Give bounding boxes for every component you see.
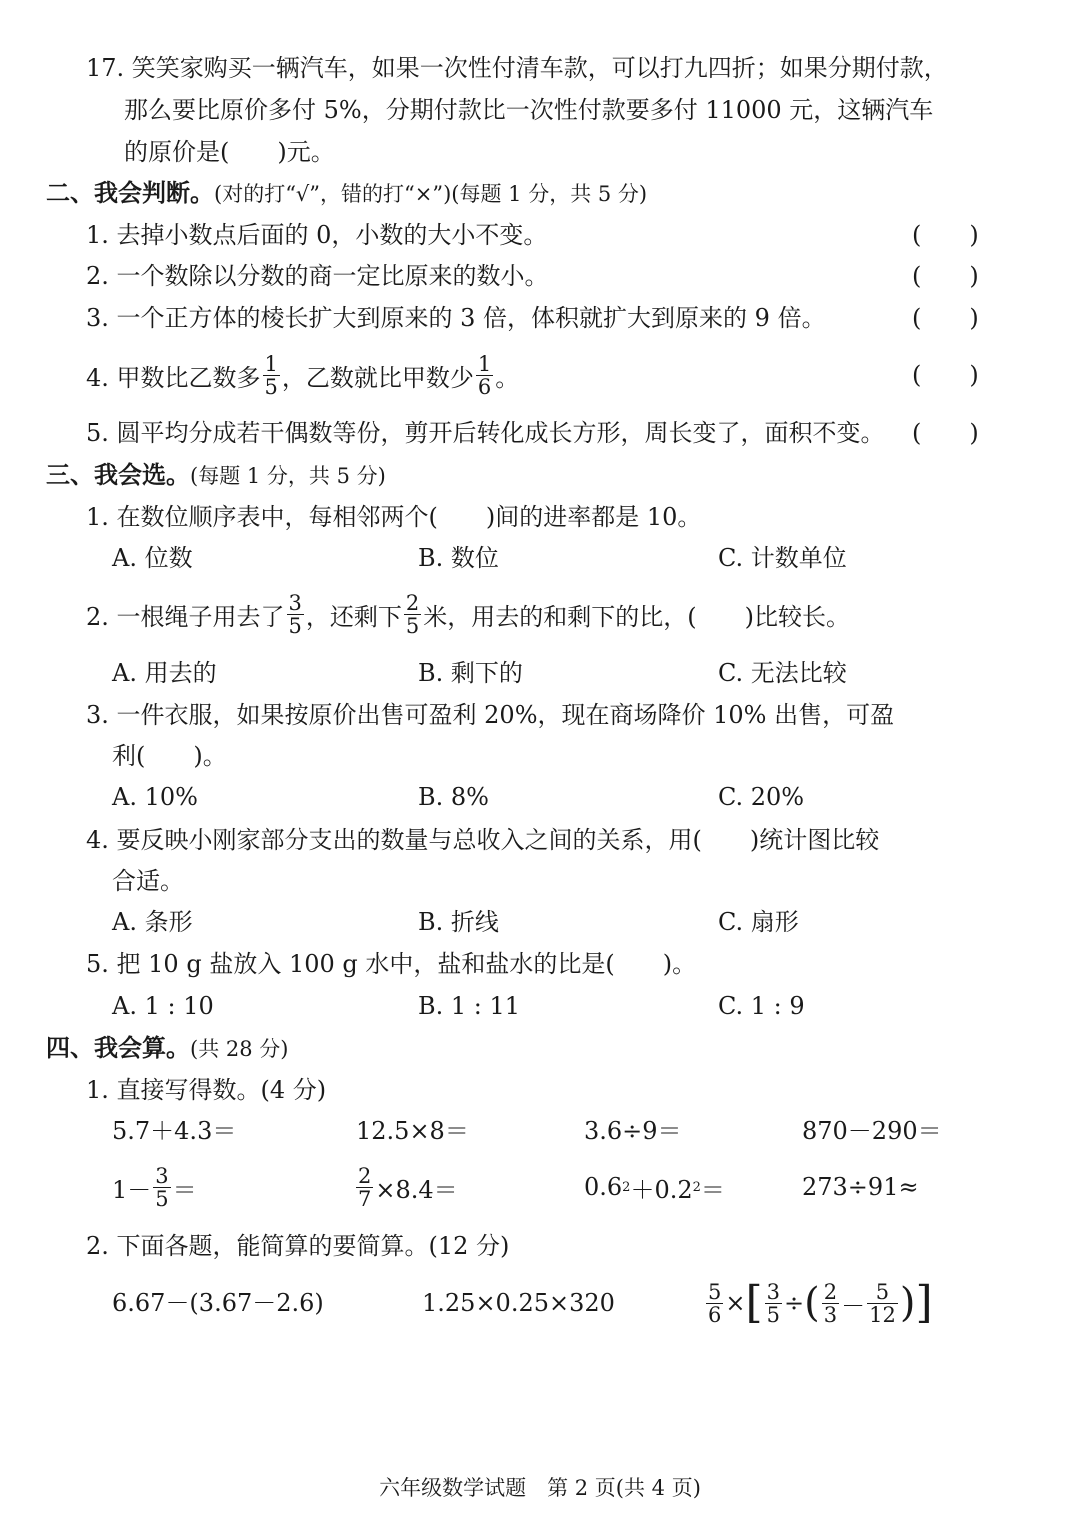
right-paren: ): [899, 1280, 916, 1326]
choice-q3-option-b[interactable]: B. 8%: [418, 783, 489, 811]
divide-sign: ÷: [784, 1289, 805, 1317]
calc-part1-title: 1. 直接写得数。(4 分): [86, 1076, 327, 1104]
choice-q4-option-b[interactable]: B. 折线: [418, 908, 499, 936]
calc-7: [584, 1161, 725, 1213]
fraction-2-5: [404, 592, 421, 637]
frac-num: 5: [708, 1279, 722, 1304]
frac-num: 2: [823, 1279, 838, 1304]
choice-q2: [86, 588, 850, 640]
calc-6-post: ×8.4＝: [375, 1175, 458, 1204]
choice-q3-line2: 利( )。: [112, 742, 227, 770]
judge-item-4: [86, 349, 519, 401]
choice-q2-option-b[interactable]: B. 剩下的: [418, 659, 523, 687]
frac-den: 5: [766, 1302, 781, 1327]
section2-heading: [46, 177, 647, 210]
simplify-3: [704, 1277, 933, 1329]
fraction-3-5: [153, 1165, 170, 1210]
choice-q3-line1: 3. 一件衣服，如果按原价出售可盈利 20%，现在商场降价 10% 出售，可盈: [86, 701, 895, 729]
calc-5-pre: 1－: [112, 1175, 152, 1204]
section3-title: 三、我会选。: [46, 461, 190, 489]
choice-q2-text-c: 米，用去的和剩下的比，( )比较长。: [423, 602, 851, 631]
fraction-3-5: [765, 1281, 782, 1326]
choice-q4-line2: 合适。: [112, 867, 184, 895]
choice-q2-option-c[interactable]: C. 无法比较: [718, 659, 847, 687]
frac-num: 3: [766, 1279, 781, 1304]
choice-q5-option-a[interactable]: A. 1 : 10: [112, 992, 214, 1020]
choice-q4-option-a[interactable]: A. 条形: [112, 908, 193, 936]
q17-line1: 17. 笑笑家购买一辆汽车，如果一次性付清车款，可以打九四折；如果分期付款，: [86, 54, 948, 82]
calc-5: [112, 1161, 197, 1213]
judge-blank-4[interactable]: ( ): [912, 361, 979, 389]
fraction-3-5: [287, 592, 304, 637]
section4-note: (共 28 分): [190, 1037, 289, 1061]
judge-item-5: 5. 圆平均分成若干偶数等份，剪开后转化成长方形，周长变了，面积不变。: [86, 419, 885, 447]
judge-blank-5[interactable]: ( ): [912, 419, 979, 447]
frac-num: 1: [264, 351, 278, 376]
choice-q1-option-a[interactable]: A. 位数: [112, 544, 193, 572]
frac-den: 5: [288, 613, 302, 638]
frac-num: 3: [288, 590, 302, 615]
calc-3: 3.6÷9＝: [584, 1117, 682, 1145]
calc-part2-title: 2. 下面各题，能简算的要简算。(12 分): [86, 1232, 510, 1260]
frac-num: 5: [875, 1279, 890, 1304]
calc-7-a: 0.6: [584, 1173, 623, 1201]
calc-6: [354, 1161, 458, 1213]
choice-q2-text-a: 2. 一根绳子用去了: [86, 602, 285, 631]
section2-title: 二、我会判断。: [46, 179, 214, 207]
frac-den: 12: [869, 1302, 896, 1327]
choice-q5: 5. 把 10 g 盐放入 100 g 水中，盐和盐水的比是( )。: [86, 950, 697, 978]
fraction-5-6: [706, 1281, 723, 1326]
section4-title: 四、我会算。: [46, 1034, 190, 1062]
choice-q3-option-a[interactable]: A. 10%: [112, 783, 198, 811]
frac-den: 3: [823, 1302, 838, 1327]
section4-heading: [46, 1032, 288, 1065]
judge-item-4-text-a: 4. 甲数比乙数多: [86, 363, 261, 392]
fraction-5-12: [867, 1281, 898, 1326]
choice-q4-line1: 4. 要反映小刚家部分支出的数量与总收入之间的关系，用( )统计图比较: [86, 826, 880, 854]
calc-8: [802, 1161, 919, 1213]
calc-2: 12.5×8＝: [356, 1117, 469, 1145]
frac-num: 2: [405, 590, 420, 615]
frac-den: 6: [477, 374, 492, 399]
choice-q2-option-a[interactable]: A. 用去的: [112, 659, 217, 687]
page-footer: 六年级数学试题 第 2 页(共 4 页): [379, 1476, 701, 1500]
choice-q4-option-c[interactable]: C. 扇形: [718, 908, 799, 936]
q17-line2: 那么要比原价多付 5%，分期付款比一次性付款要多付 11000 元，这辆汽车: [124, 96, 934, 124]
calc-8-text: 273÷91≈: [802, 1173, 919, 1201]
judge-blank-2[interactable]: ( ): [912, 262, 979, 290]
judge-item-1: 1. 去掉小数点后面的 0，小数的大小不变。: [86, 221, 548, 249]
judge-item-4-text-c: 。: [495, 363, 520, 392]
choice-q1-option-b[interactable]: B. 数位: [418, 544, 499, 572]
calc-7-c: ＝: [700, 1175, 725, 1204]
exponent: 2: [692, 1179, 701, 1195]
choice-q1: 1. 在数位顺序表中，每相邻两个( )间的进率都是 10。: [86, 503, 702, 531]
fraction-2-7: [356, 1165, 373, 1210]
fraction-2-3: [822, 1281, 839, 1326]
choice-q2-text-b: ，还剩下: [305, 602, 402, 631]
exponent: 2: [622, 1179, 631, 1195]
frac-den: 5: [155, 1186, 169, 1211]
judge-item-4-text-b: ，乙数就比甲数少: [281, 363, 474, 392]
frac-num: 3: [155, 1163, 169, 1188]
simplify-1: 6.67－(3.67－2.6): [112, 1289, 324, 1317]
right-square-bracket: ]: [915, 1277, 933, 1328]
section2-note: (对的打“√”，错的打“×”)(每题 1 分，共 5 分): [214, 182, 648, 206]
judge-item-2: 2. 一个数除以分数的商一定比原来的数小。: [86, 262, 549, 290]
choice-q5-option-c[interactable]: C. 1 : 9: [718, 992, 805, 1020]
choice-q3-option-c[interactable]: C. 20%: [718, 783, 805, 811]
judge-blank-3[interactable]: ( ): [912, 304, 979, 332]
left-paren: (: [804, 1280, 820, 1326]
fraction-1-5: [263, 353, 280, 398]
judge-item-3: 3. 一个正方体的棱长扩大到原来的 3 倍，体积就扩大到原来的 9 倍。: [86, 304, 826, 332]
section3-note: (每题 1 分，共 5 分): [190, 464, 386, 488]
simplify-2: 1.25×0.25×320: [422, 1289, 615, 1317]
calc-7-b: ＋0.2: [630, 1175, 693, 1204]
minus-sign: －: [841, 1291, 866, 1320]
calc-5-post: ＝: [172, 1175, 197, 1204]
section3-heading: [46, 459, 386, 492]
frac-num: 2: [358, 1163, 372, 1188]
frac-den: 6: [708, 1302, 722, 1327]
choice-q1-option-c[interactable]: C. 计数单位: [718, 544, 847, 572]
fraction-1-6: [476, 353, 493, 398]
frac-num: 1: [477, 351, 492, 376]
frac-den: 5: [264, 374, 278, 399]
judge-blank-1[interactable]: ( ): [912, 221, 979, 249]
frac-den: 5: [405, 613, 420, 638]
calc-1: 5.7＋4.3＝: [112, 1117, 237, 1145]
choice-q5-option-b[interactable]: B. 1 : 11: [418, 992, 521, 1020]
calc-4: 870－290＝: [802, 1117, 942, 1145]
frac-den: 7: [358, 1186, 372, 1211]
times-sign: ×: [725, 1289, 746, 1317]
q17-line3: 的原价是( )元。: [124, 138, 335, 166]
left-square-bracket: [: [745, 1277, 763, 1328]
